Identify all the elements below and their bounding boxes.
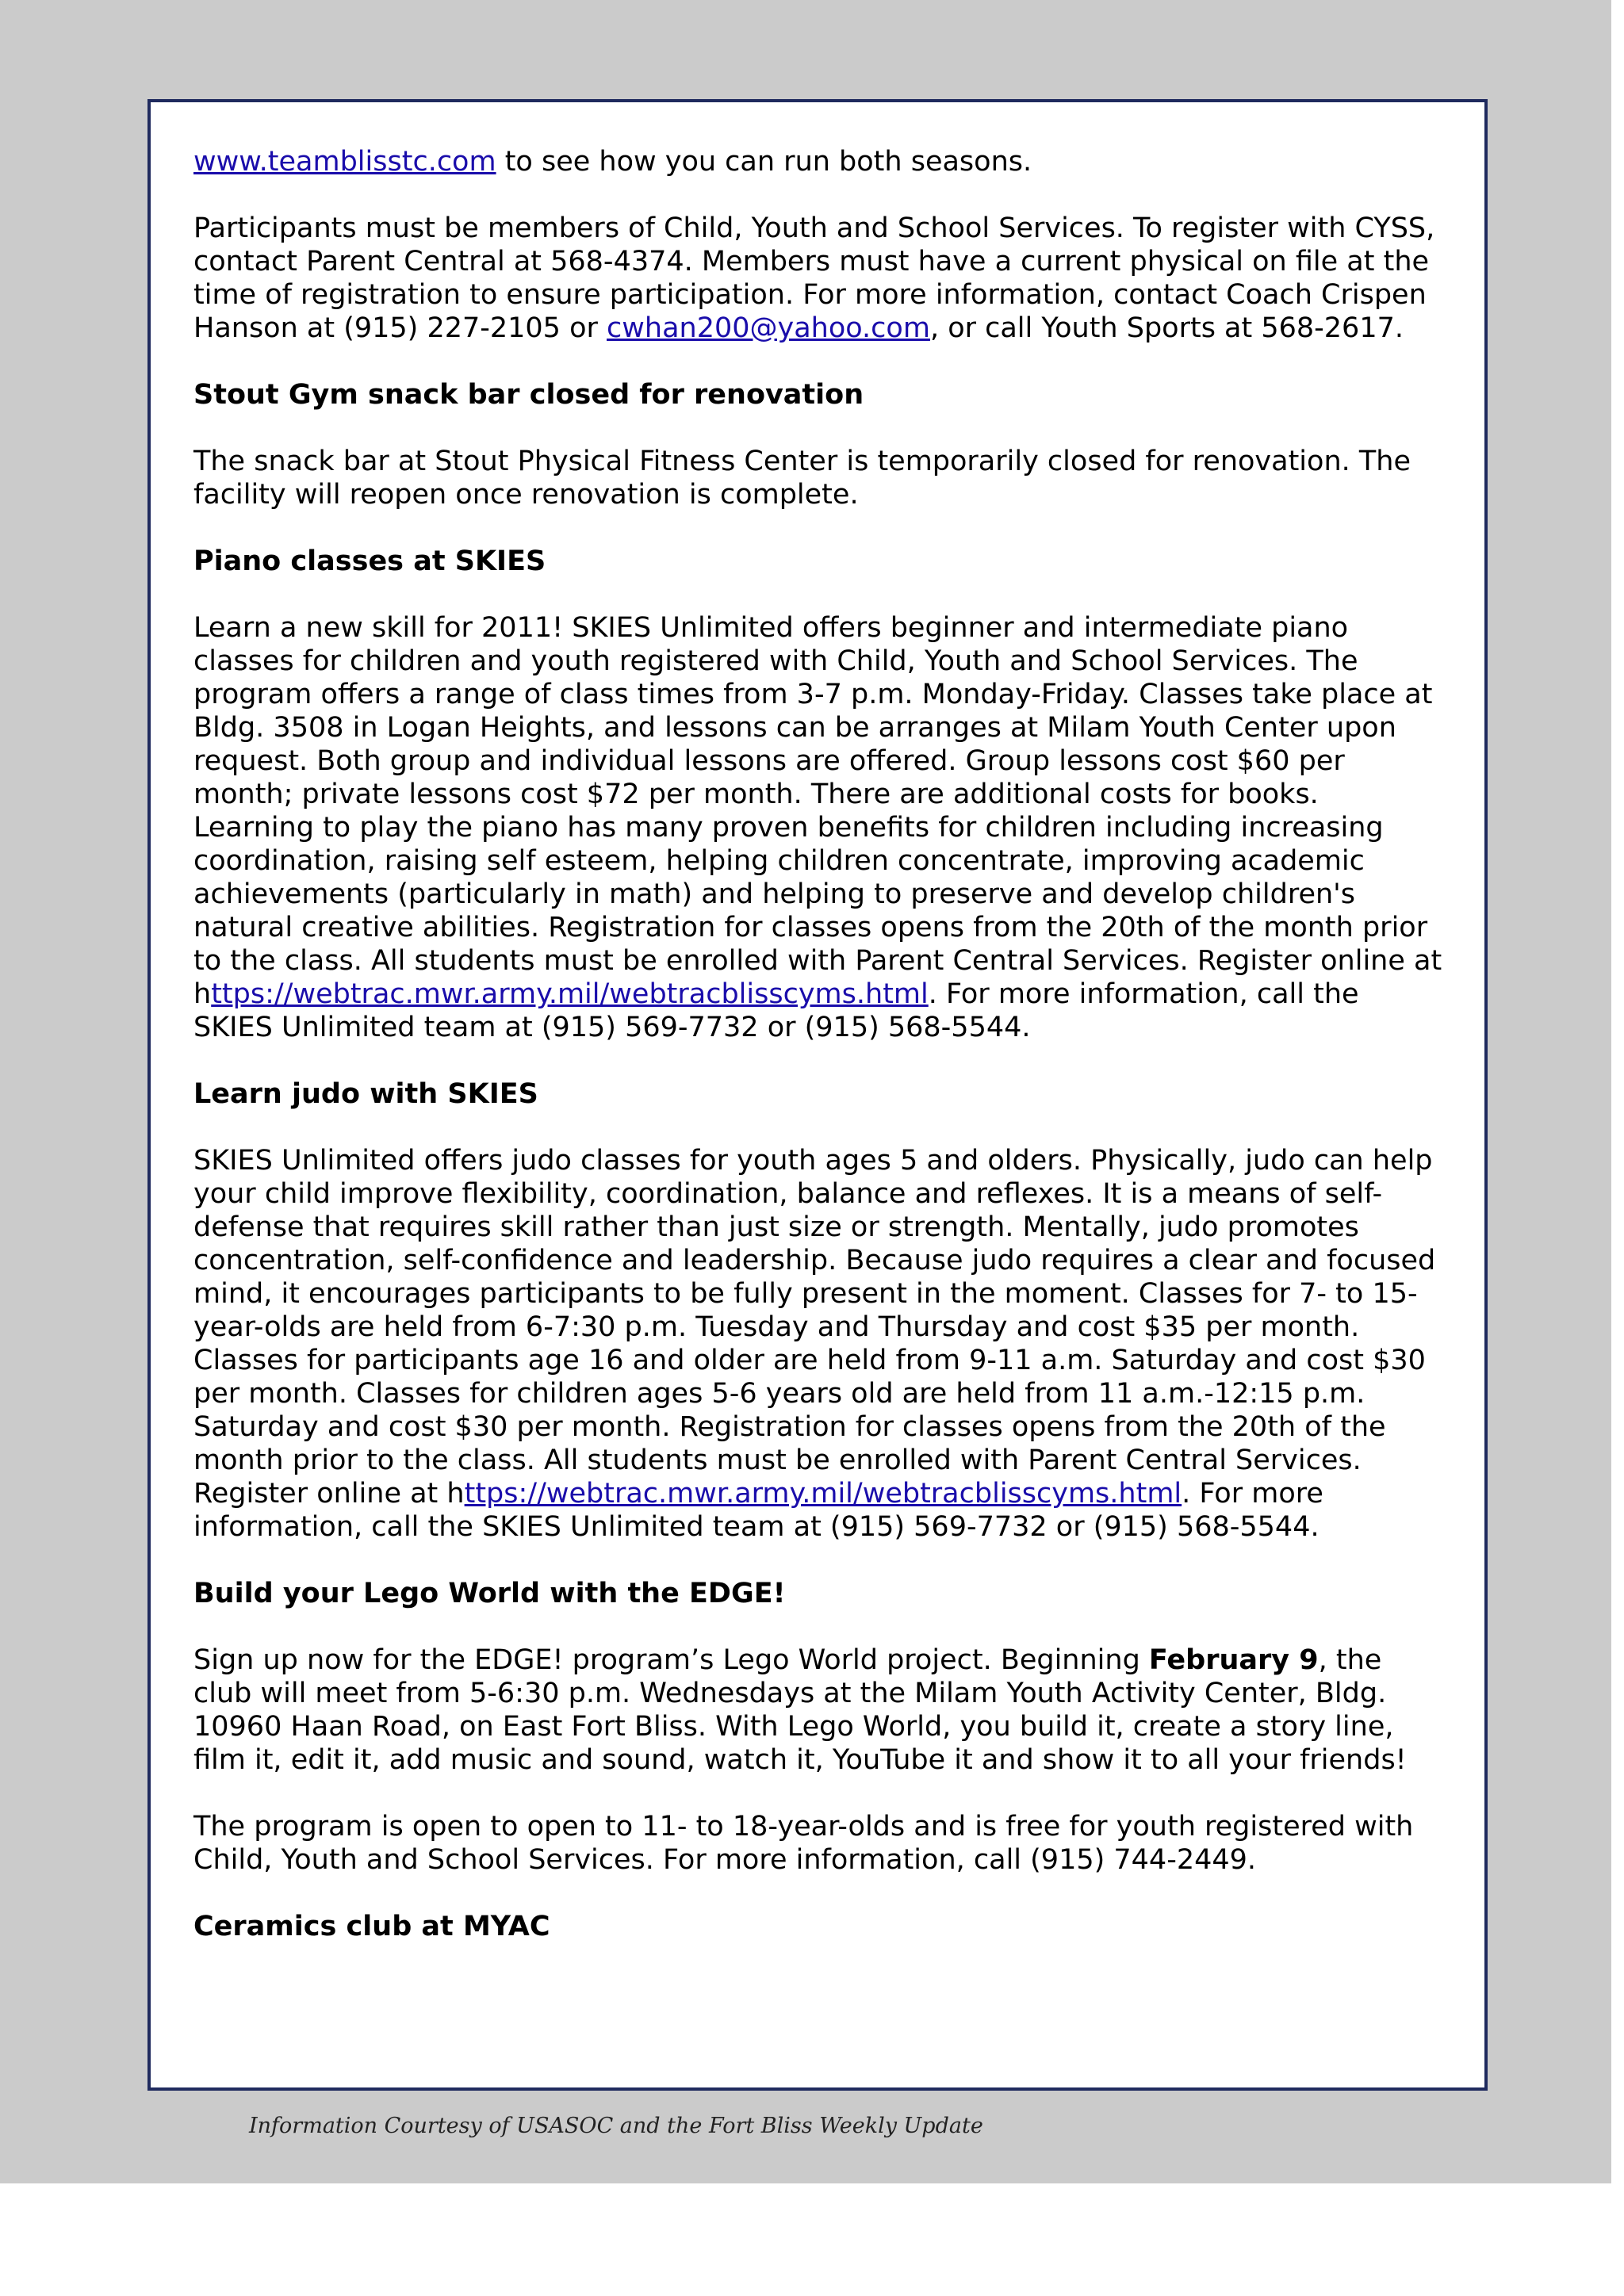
lego-heading: Build your Lego World with the EDGE! (193, 1578, 786, 1609)
intro-teambliss-paragraph (193, 145, 1443, 178)
lego-paragraph-2: The program is open to open to 11- to 18-year-olds and is free for youth registered with Child, Youth and School Services. For more information, call (915) 744-2449. (193, 1811, 1414, 1876)
teambliss-link[interactable]: www.teamblisstc.com (193, 146, 496, 178)
judo-webtrac-link[interactable]: ttps://webtrac.mwr.army.mil/webtracblisscyms.html (464, 1478, 1182, 1510)
judo-text: SKIES Unlimited offers judo classes for youth ages 5 and olders. Physically, judo can help your child improve flexibility, coordination, balance and reflexes. It is a means of self-defense that requires skill rather than just size or strength. Mentally, judo promotes concentration, self-confidence and leadership. Because judo requires a clear and focused mind, it encourages participants to be fully present in the moment. Classes for 7- to 15-year-olds are held from 6-7:30 p.m. Tuesday and Thursday and cost $35 per month. Classes for participants age 16 and older are held from 9-11 a.m. Saturday and cost $30 per month. Classes for children ages 5-6 years old are held from 11 a.m.-12:15 p.m. Saturday and cost $30 per month. Registration for classes opens from the 20th of the month prior to the class. All students must be enrolled with Parent Central Services. Register online at h (193, 1145, 1436, 1510)
piano-heading: Piano classes at SKIES (193, 545, 546, 577)
lego-text-end: , the club will meet from 5-6:30 p.m. Wednesdays at the Milam Youth Activity Center, Bldg. 10960 Haan Road, on East Fort Bliss. With Lego World, you build it, create a story line, film it, edit it, add music and sound, watch it, YouTube it and show it to all your friends! (193, 1644, 1407, 1776)
piano-webtrac-link[interactable]: ttps://webtrac.mwr.army.mil/webtracblisscyms.html (211, 978, 929, 1010)
ceramics-heading: Ceramics club at MYAC (193, 1911, 550, 1942)
piano-text-end: . For more information, call the SKIES Unlimited team at (915) 569-7732 or (915) 568-5544. (193, 978, 1359, 1043)
participants-paragraph (193, 212, 1443, 345)
article-box (147, 99, 1488, 2091)
teambliss-text: to see how you can run both seasons. (496, 146, 1032, 178)
lego-date: February 9 (1148, 1644, 1319, 1676)
footer-credit: Information Courtesy of USASOC and the Fort Bliss Weekly Update (249, 2114, 983, 2138)
lego-text: Sign up now for the EDGE! program’s Lego World project. Beginning (193, 1644, 1149, 1676)
piano-text: Learn a new skill for 2011! SKIES Unlimited offers beginner and intermediate piano classes for children and youth registered with Child, Youth and School Services. The program offers a range of class times from 3-7 p.m. Monday-Friday. Classes take place at Bldg. 3508 in Logan Heights, and lessons can be arranges at Milam Youth Center upon request. Both group and individual lessons are offered. Group lessons cost $60 per month; private lessons cost $72 per month. There are additional costs for books. Learning to play the piano has many proven benefits for children including increasing coordination, raising self esteem, helping children concentrate, improving academic achievements (particularly in math) and helping to preserve and develop children's natural creative abilities. Registration for classes opens from the 20th of the month prior to the class. All students must be enrolled with Parent Central Services. Register online at h (193, 612, 1442, 1010)
email-link[interactable]: cwhan200@yahoo.com (607, 312, 930, 344)
judo-heading: Learn judo with SKIES (193, 1078, 538, 1110)
piano-paragraph (193, 611, 1443, 1044)
participants-text: Participants must be members of Child, Youth and School Services. To register with CYSS, contact Parent Central at 568-4374. Members must have a current physical on file at the time of registration to ensure participation. For more information, contact Coach Crispen Hanson at (915) 227-2105 or (193, 212, 1435, 344)
participants-text-end: , or call Youth Sports at 568-2617. (929, 312, 1404, 344)
judo-paragraph (193, 1144, 1443, 1544)
lego-paragraph-1 (193, 1644, 1443, 1777)
stout-paragraph: The snack bar at Stout Physical Fitness Center is temporarily closed for renovation. The facility will reopen once renovation is complete. (193, 446, 1411, 511)
judo-text-end: . For more information, call the SKIES Unlimited team at (915) 569-7732 or (915) 568-5544. (193, 1478, 1323, 1543)
stout-heading: Stout Gym snack bar closed for renovation (193, 379, 864, 411)
